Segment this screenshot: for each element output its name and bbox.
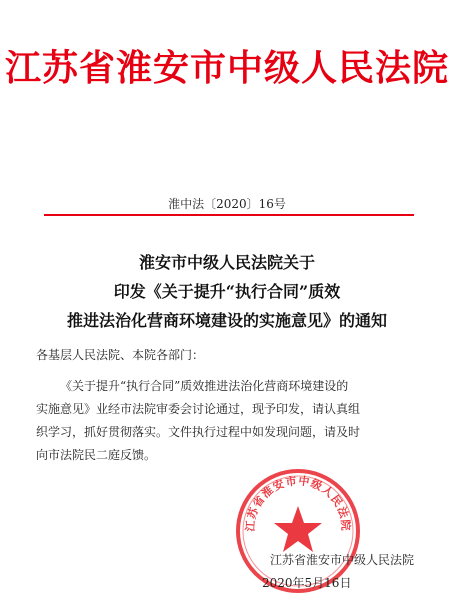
document-number: 淮中法〔2020〕16号 <box>168 197 286 211</box>
notice-title-line-3: 推进法治化营商环境建设的实施意见》的通知 <box>66 311 387 330</box>
notice-title-line-2: 印发《关于提升“执行合同”质效 <box>113 282 341 301</box>
document-header-title: 江苏省淮安市中级人民法院 <box>4 48 449 89</box>
seal-star-icon <box>274 506 322 552</box>
body-text-line-3: 织学习，抓好贯彻落实。文件执行过程中如发现问题，请及时 <box>36 425 361 439</box>
body-text-line-4: 向市法院民二庭反馈。 <box>36 448 157 462</box>
issue-date: 2020年5月16日 <box>262 576 352 590</box>
red-divider-line <box>44 214 414 216</box>
body-text-line-1: 《关于提升“执行合同”质效推进法治化营商环境建设的 <box>60 379 349 393</box>
issuer-signature: 江苏省淮安市中级人民法院 <box>269 553 414 567</box>
notice-title-line-1: 淮安市中级人民法院关于 <box>138 253 315 272</box>
addressee-line: 各基层人民法院、本院各部门： <box>36 348 205 362</box>
seal-arc-text: 江苏省淮安市中级人民法院 <box>243 474 353 532</box>
body-text-line-2: 实施意见》业经市法院审委会讨论通过，现予印发，请认真组 <box>36 402 361 416</box>
